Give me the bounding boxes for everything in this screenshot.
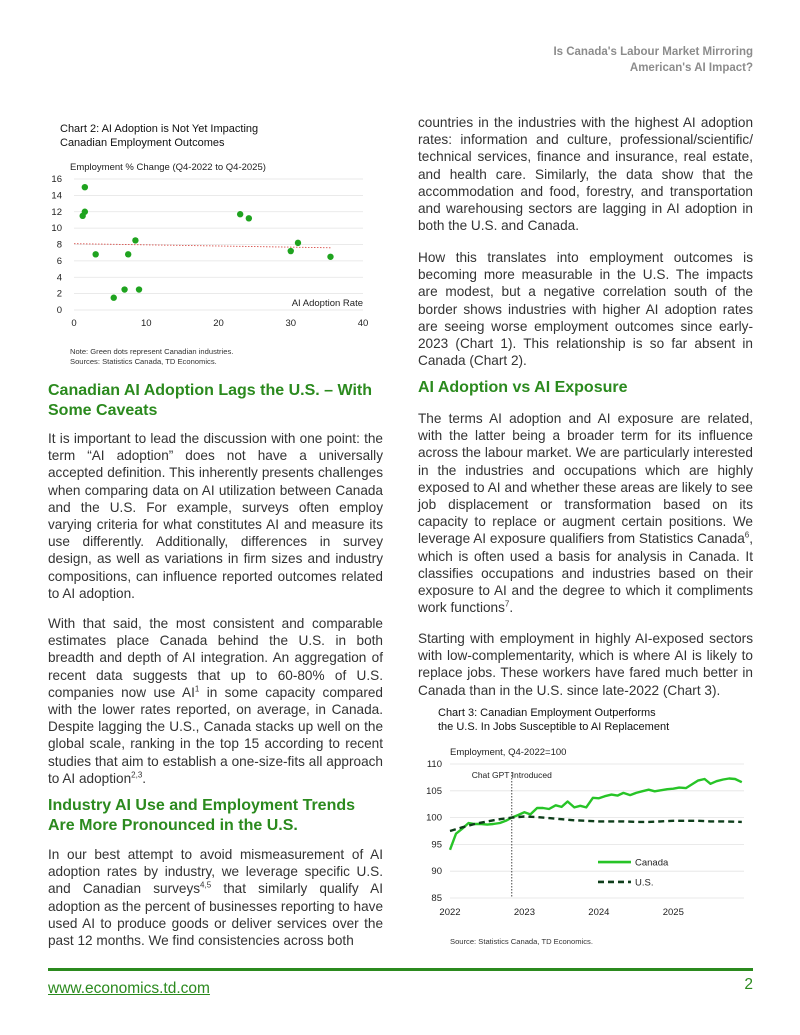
paragraph-industries-highest-adoption: countries in the industries with the highest AI adoption rates: information and culture, professional/scientific/ technical services, finance and insurance, real estate, and health care. Similarly, the data show that the accommodation and food, forestry, and transportation and warehousing sectors are lagging in AI adoption in both the U.S. and Canada. — [418, 115, 753, 234]
chart3-title-line1: Chart 3: Canadian Employment Outperforms — [438, 707, 656, 719]
paragraph-ai-exposed-sectors: Starting with employment in highly AI-exposed sectors with low-complementarity, which is where AI is likely to replace jobs. These workers have fared much better in Canada than in the U.S. since late-2022 (Chart 3). — [418, 631, 753, 698]
chart2-data-point — [132, 237, 138, 243]
chart3-ytick-label: 105 — [426, 785, 442, 797]
chart2-title-line2: Canadian Employment Outcomes — [60, 137, 225, 149]
chart2-ytick-label: 14 — [51, 190, 62, 202]
footnote-ref: 6 — [744, 530, 750, 540]
chart2-ytick-label: 0 — [56, 305, 62, 316]
chart2-ytick-label: 10 — [51, 223, 62, 235]
chart3-ytick-label: 90 — [431, 866, 442, 878]
paragraph-text: , which is often used a basis for analysis in Canada. It classifies occupations and industries based on their exposure to AI and the degree to which it compliments work functions — [418, 531, 753, 616]
chart2-data-point — [121, 286, 127, 292]
chart2-ytick-label: 8 — [56, 239, 62, 251]
chart3-title-line2: the U.S. In Jobs Susceptible to AI Replacement — [438, 721, 670, 733]
chart3-legend-label: Canada — [635, 857, 669, 869]
chart2-title — [60, 122, 360, 150]
chart2-ytick-label: 12 — [51, 206, 62, 218]
chart3-ytick-label: 95 — [431, 839, 442, 851]
chart2-ytick-label: 16 — [51, 174, 62, 185]
chart2-data-point — [295, 240, 301, 246]
chart2-data-point — [125, 251, 131, 257]
paragraph-ai-adoption-definition: It is important to lead the discussion with one point: the term “AI adoption” does not have a universally accepted definition. This inherently presents challenges when comparing data on AI utilization between Canada and the U.S. For example, surveys often employ varying criteria for what constitutes AI and measure its use differently. Additionally, differences in survey design, as well as variations in firm sizes and industry compositions, can influence reported outcomes related to AI adoption. — [48, 431, 383, 601]
chart3-annotation-label: Chat GPT Introduced — [471, 770, 552, 780]
chart2-note: Note: Green dots represent Canadian industries. — [70, 347, 234, 356]
paragraph-text: . — [142, 770, 147, 786]
footnote-ref: 4,5 — [200, 880, 212, 890]
chart3-ytick-label: 85 — [431, 893, 442, 904]
chart2-title-line1: Chart 2: AI Adoption is Not Yet Impacting — [60, 123, 259, 135]
chart3-xtick-label: 2022 — [439, 907, 461, 918]
chart3-source: Source: Statistics Canada, TD Economics. — [450, 937, 593, 946]
chart2-data-point — [92, 251, 98, 257]
footnote-ref: 2,3 — [131, 770, 143, 780]
chart2-data-point — [79, 213, 85, 219]
footnote-ref: 1 — [194, 684, 200, 694]
running-header-line2: American's AI Impact? — [629, 62, 753, 74]
paragraph-adoption-exposure — [418, 410, 753, 616]
chart2-data-point — [327, 254, 333, 260]
chart3-line — [418, 740, 753, 925]
chart3-title — [438, 706, 738, 734]
chart3-xtick-label: 2025 — [662, 907, 684, 918]
chart2-data-point — [82, 184, 88, 190]
footer-website-link[interactable]: www.economics.td.com — [48, 980, 210, 997]
chart2-ylabel: Employment % Change (Q4-2022 to Q4-2025) — [70, 162, 266, 173]
section-heading-adoption-vs-exposure: AI Adoption vs AI Exposure — [418, 379, 628, 396]
paragraph-text: in some capacity compared with the lower rates reported, on average, in Canada. Despite lagging the U.S., Canada stacks up well on the global scale, ranking in the top 15 according to recent studies that aim to establish a one-size-fits all approach to AI adoption — [48, 684, 383, 786]
chart3-xtick-label: 2023 — [513, 907, 536, 918]
chart2-xtick-label: 20 — [213, 318, 224, 329]
chart3-ytick-label: 110 — [426, 759, 442, 770]
paragraph-text: In our best attempt to avoid mismeasurement of AI adoption rates by industry, we leverage specific U.S. and Canadian surveys — [48, 847, 383, 897]
paragraph-mismeasurement — [48, 846, 383, 949]
chart2-data-point — [136, 286, 142, 292]
chart2-xtick-label: 10 — [140, 318, 152, 329]
footer-divider — [48, 968, 753, 971]
chart2-data-point — [288, 248, 294, 254]
chart2-notes — [70, 347, 370, 367]
chart2-xlabel: AI Adoption Rate — [291, 298, 363, 309]
paragraph-text: that similarly qualify AI adoption as the percent of businesses reporting to have used AI to produce goods or deliver services over the past 12 months. We find consistencies across both — [48, 881, 383, 949]
section-heading-industry-ai-use: Industry AI Use and Employment Trends Are More Pronounced in the U.S. — [48, 797, 356, 834]
paragraph-canada-behind-us — [48, 615, 383, 787]
paragraph-text: . — [509, 600, 514, 616]
chart2-ytick-label: 6 — [56, 255, 62, 267]
section-heading-canadian-ai-adoption: Canadian AI Adoption Lags the U.S. – With Some Caveats — [48, 382, 373, 419]
paragraph-text: With that said, the most consistent and comparable estimates place Canada behind the U.S. in both breadth and depth of AI integration. An aggregation of recent data suggests that up to 60-80% of U.S. companies now use AI — [48, 616, 383, 700]
chart3-ylabel: Employment, Q4-2022=100 — [450, 747, 567, 758]
chart2-data-point — [246, 215, 252, 221]
chart2-xtick-label: 40 — [357, 318, 369, 329]
paragraph-text: The terms AI adoption and AI exposure are related, with the latter being a broader term for its influence across the labour market. We are particularly interested in the industries and occupations which are highly exposed to AI and whether these areas are likely to see job displacement or transformation based on its capacity to replace or augment certain positions. We leverage AI exposure qualifiers from Statistics Canada — [418, 411, 753, 547]
chart3-ytick-label: 100 — [426, 812, 442, 824]
chart2-data-point — [237, 211, 243, 217]
chart2-xtick-label: 0 — [71, 318, 77, 329]
chart3-xtick-label: 2024 — [588, 907, 610, 918]
chart2-data-point — [111, 295, 117, 301]
running-header — [453, 44, 753, 76]
chart2-ytick-label: 4 — [56, 272, 62, 284]
chart3-series-canada — [450, 779, 742, 850]
chart2-ytick-label: 2 — [56, 288, 62, 300]
chart2-scatter — [48, 155, 383, 335]
page-number: 2 — [744, 976, 753, 993]
running-header-line1: Is Canada's Labour Market Mirroring — [553, 46, 753, 58]
chart2-xtick-label: 30 — [285, 318, 297, 329]
footnote-ref: 7 — [504, 599, 510, 609]
paragraph-employment-outcomes: How this translates into employment outcomes is becoming more measurable in the U.S. The impacts are modest, but a negative correlation south of the border shows industries with higher AI adoption rates are seeing worse employment outcomes since early-2023 (Chart 1). This relationship is so far absent in Canada (Chart 2). — [418, 250, 753, 369]
chart3-legend-label: U.S. — [635, 877, 654, 889]
chart2-sources: Sources: Statistics Canada, TD Economics. — [70, 357, 217, 366]
